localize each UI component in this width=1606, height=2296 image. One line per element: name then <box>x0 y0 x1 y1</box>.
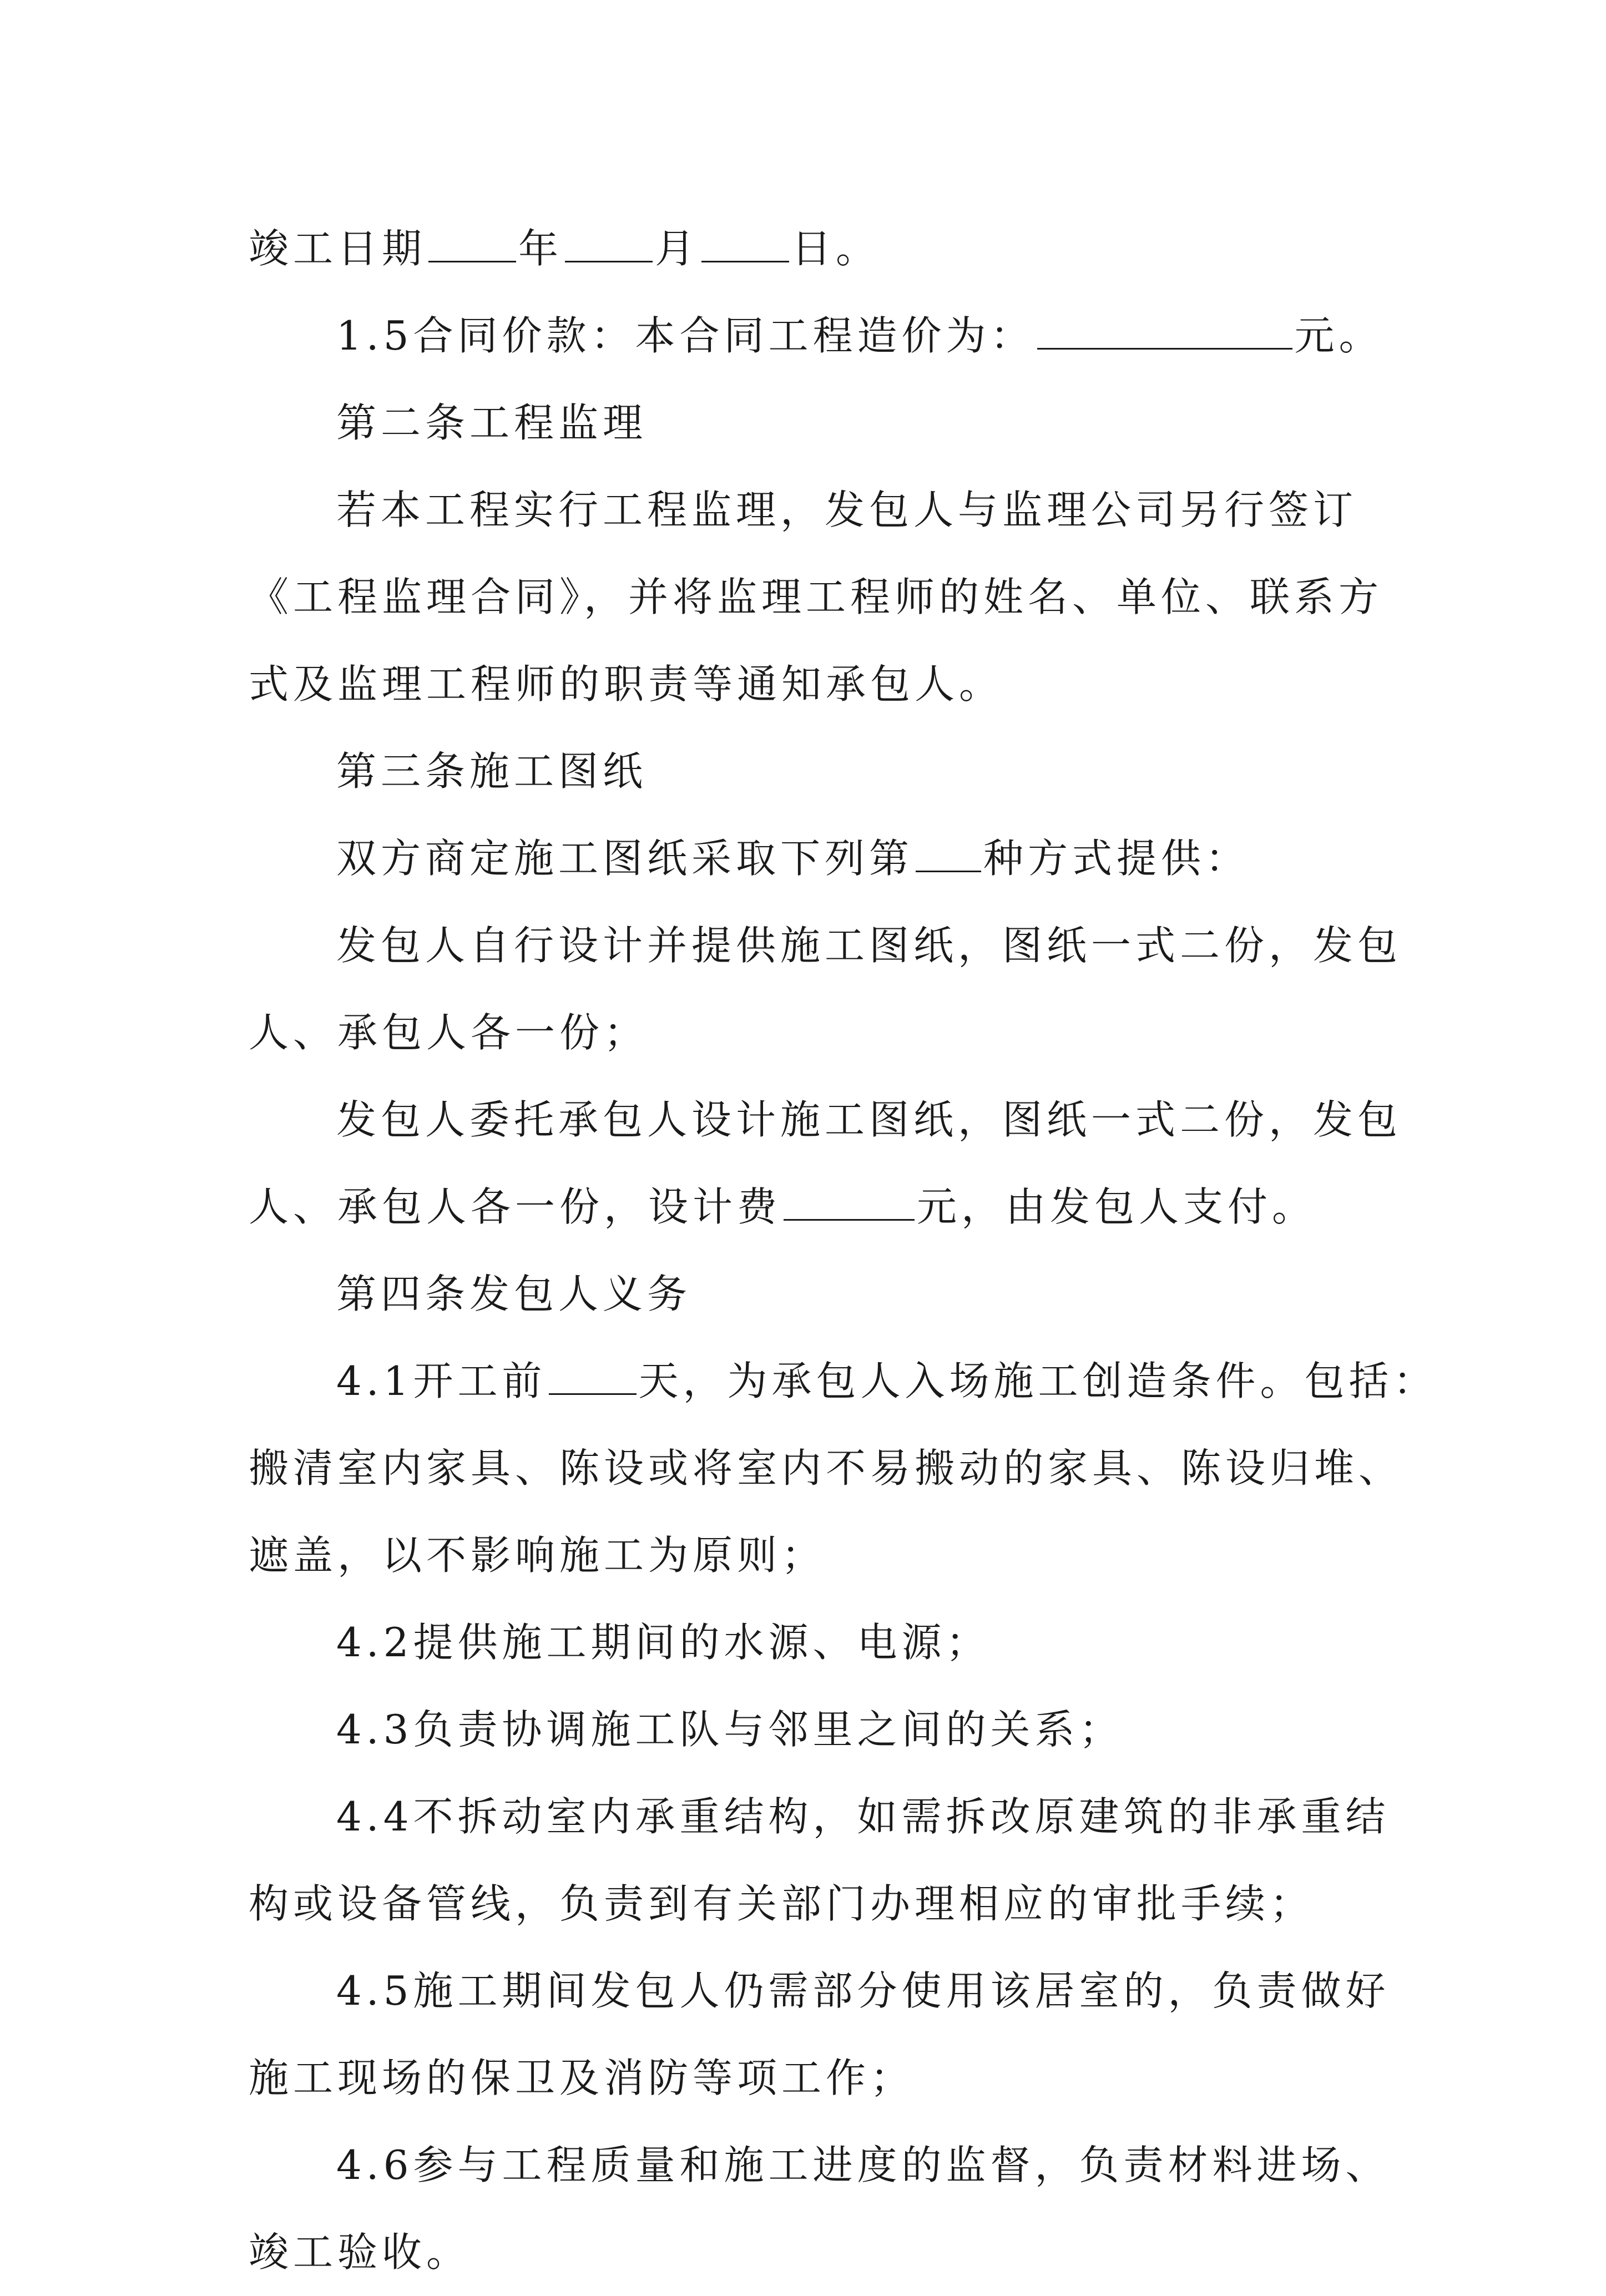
paragraph-line: 构或设备管线，负责到有关部门办理相应的审批手续； <box>249 1880 1315 1927</box>
section-heading: 第二条工程监理 <box>336 399 648 446</box>
completion-date-line <box>249 205 1375 292</box>
paragraph-line: 4.2提供施工期间的水源、电源； <box>336 1619 991 1666</box>
paragraph-line <box>249 1164 1375 1251</box>
text-segment: 元。 <box>1294 312 1383 359</box>
paragraph-line: 发包人委托承包人设计施工图纸，图纸一式二份，发包 <box>336 1096 1402 1143</box>
paragraph-line: 人、承包人各一份； <box>249 1009 649 1056</box>
text-segment: 4.1开工前 <box>336 1358 547 1404</box>
text-segment: 年 <box>518 225 563 272</box>
paragraph-line: 竣工验收。 <box>249 2229 471 2275</box>
paragraph-line: 搬清室内家具、陈设或将室内不易搬动的家具、陈设归堆、 <box>249 1445 1403 1491</box>
design-fee-blank <box>784 1178 915 1221</box>
option-blank <box>916 830 981 872</box>
day-blank <box>701 220 789 262</box>
days-blank <box>549 1352 637 1395</box>
text-segment: 1.5合同价款：本合同工程造价为： <box>336 312 1035 359</box>
year-blank <box>428 220 516 262</box>
price-blank <box>1037 307 1292 350</box>
paragraph-line: 4.4不拆动室内承重结构，如需拆改原建筑的非承重结 <box>336 1793 1390 1840</box>
paragraph-line: 遮盖，以不影响施工为原则； <box>249 1532 826 1579</box>
text-segment: 月 <box>655 225 700 272</box>
paragraph-line: 4.5施工期间发包人仍需部分使用该居室的，负责做好 <box>336 1968 1390 2014</box>
month-blank <box>565 220 653 262</box>
text-segment: 人、承包人各一份，设计费 <box>249 1184 782 1230</box>
paragraph-line: 若本工程实行工程监理，发包人与监理公司另行签订 <box>336 487 1358 533</box>
paragraph-line: 4.3负责协调施工队与邻里之间的关系； <box>336 1706 1124 1753</box>
paragraph-line: 发包人自行设计并提供施工图纸，图纸一式二份，发包 <box>336 922 1402 969</box>
text-segment: 天，为承包人入场施工创造条件。包括： <box>638 1358 1438 1404</box>
text-segment: 竣工日期 <box>249 225 427 272</box>
paragraph-line <box>249 815 1375 902</box>
contract-text <box>249 205 1438 2296</box>
text-segment: 日。 <box>791 225 881 272</box>
section-heading: 第四条发包人义务 <box>336 1271 692 1317</box>
paragraph-line: 《工程监理合同》，并将监理工程师的姓名、单位、联系方 <box>249 574 1383 620</box>
paragraph-line: 施工现场的保卫及消防等项工作； <box>249 2055 915 2101</box>
text-segment: 元，由发包人支付。 <box>917 1184 1317 1230</box>
paragraph-line: 4.6参与工程质量和施工进度的监督，负责材料进场、 <box>336 2142 1390 2188</box>
paragraph-line <box>249 1338 1438 1425</box>
paragraph-line: 式及监理工程师的职责等通知承包人。 <box>249 661 1004 707</box>
text-segment: 双方商定施工图纸采取下列第 <box>336 835 914 882</box>
section-heading: 第三条施工图纸 <box>336 748 648 795</box>
text-segment: 种方式提供： <box>983 835 1250 882</box>
contract-price-line <box>249 292 1383 380</box>
